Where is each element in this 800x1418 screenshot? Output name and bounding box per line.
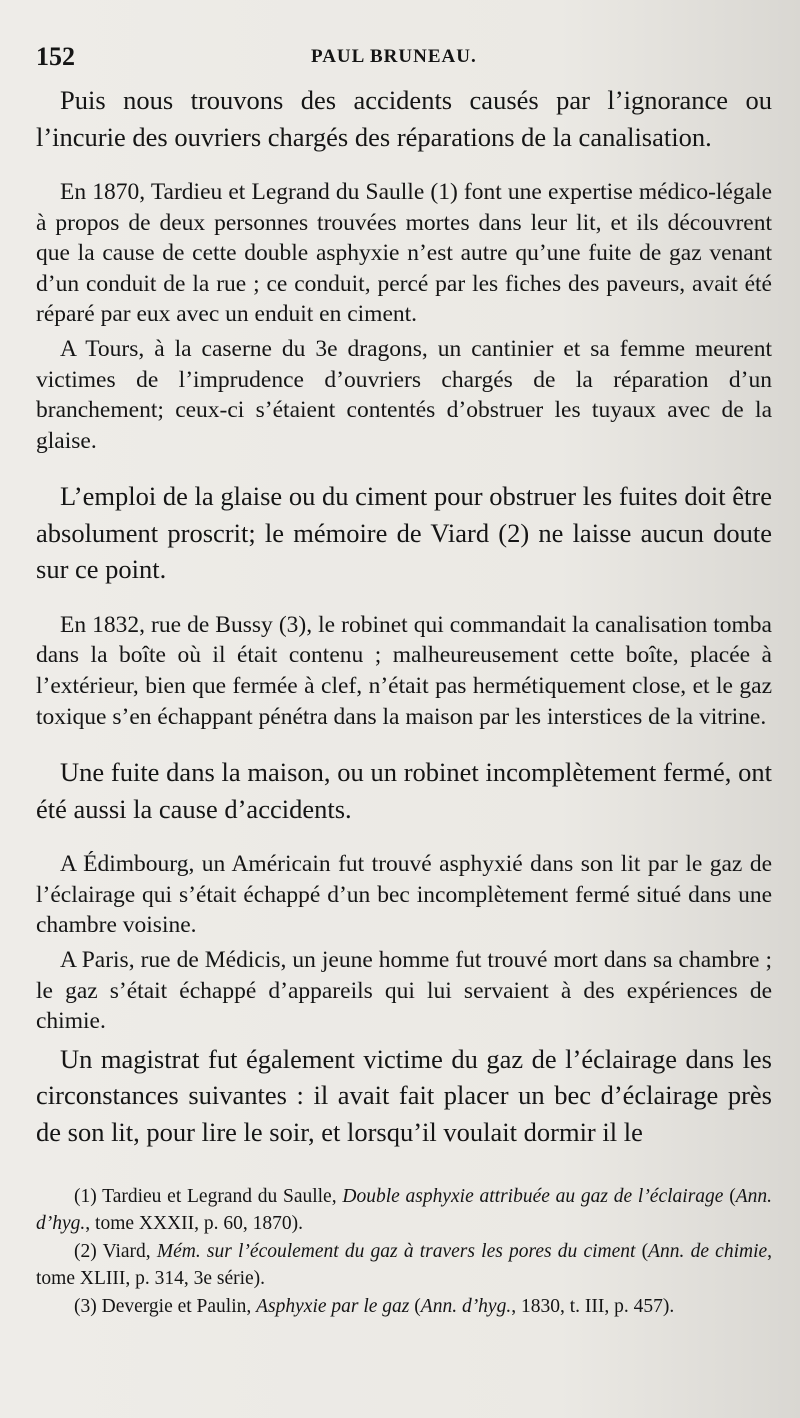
footnote xyxy=(36,1184,772,1237)
footnote-text: Tardieu et Legrand du Saulle, xyxy=(102,1186,337,1208)
paragraph: L’emploi de la glaise ou du ciment pour obstruer les fuites doit être absolument proscrit; le mémoire de Viard (2) ne laisse aucun doute sur ce point. xyxy=(36,481,772,585)
body-text xyxy=(36,82,772,1150)
footnote-number: (1) xyxy=(74,1186,97,1208)
paragraph: En 1832, rue de Bussy (3), le robinet qui commandait la canalisation tomba dans la boîte où il était contenu ; malheureusement cette boîte, placée à l’extérieur, bien que fermée à clef, n’était pas hermétiquement close, et le gaz toxique s’en échappant pénétra dans la maison par les interstices de la vitrine. xyxy=(36,611,772,730)
footnote-number: (2) xyxy=(74,1241,97,1263)
paragraph: Puis nous trouvons des accidents causés par l’ignorance ou l’incurie des ouvriers chargés des réparations de la canalisation. xyxy=(36,85,772,152)
footnote-journal: Ann. de chimie xyxy=(648,1241,768,1263)
footnote-title: Double asphyxie attribuée au gaz de l’éclairage xyxy=(342,1186,724,1208)
footnotes xyxy=(36,1184,772,1321)
footnote-ref: , tome XLIII, p. 314, 3e série). xyxy=(36,1241,773,1289)
paragraph: A Tours, à la caserne du 3e dragons, un cantinier et sa femme meurent victimes de l’imprudence d’ouvriers chargés de la réparation d’un branchement; ceux-ci s’étaient contentés d’obstruer les tuyaux avec de la glaise. xyxy=(36,335,772,454)
footnote-journal: Ann. d’hyg. xyxy=(36,1186,773,1234)
footnote-paren: ( xyxy=(729,1186,736,1208)
paragraph: En 1870, Tardieu et Legrand du Saulle (1) font une expertise médico-légale à propos de deux personnes trouvées mortes dans leur lit, et ils découvrent que la cause de cette double asphyxie n’est autre qu’une fuite de gaz venant d’un conduit de la rue ; ce conduit, percé par les fiches des paveurs, avait été réparé par eux avec un enduit en ciment. xyxy=(36,179,772,328)
page-number: 152 xyxy=(36,42,75,71)
footnote-text: Viard, xyxy=(102,1241,151,1263)
footnote xyxy=(36,1239,772,1292)
footnote-title: Asphyxie par le gaz xyxy=(256,1296,410,1318)
paragraph: A Paris, rue de Médicis, un jeune homme fut trouvé mort dans sa chambre ; le gaz s’était échappé d’appareils qui lui servaient à des expériences de chimie. xyxy=(36,947,772,1035)
footnote-number: (3) xyxy=(74,1296,97,1318)
paragraph: A Édimbourg, un Américain fut trouvé asphyxié dans son lit par le gaz de l’éclairage qui s’était échappé d’un bec incomplètement fermé situé dans une chambre voisine. xyxy=(36,851,772,939)
footnote xyxy=(36,1294,772,1321)
footnote-ref: , 1830, t. III, p. 457). xyxy=(511,1296,675,1318)
footnote-ref: , tome XXXII, p. 60, 1870). xyxy=(85,1212,303,1234)
paragraph: Un magistrat fut également victime du gaz de l’éclairage dans les circonstances suivantes : il avait fait placer un bec d’éclairage près de son lit, pour lire le soir, et lorsqu’il voulait dormir il le xyxy=(36,1043,772,1147)
footnote-journal: Ann. d’hyg. xyxy=(420,1296,512,1318)
footnote-title: Mém. sur l’écoulement du gaz à travers les pores du ciment xyxy=(156,1241,636,1263)
footnote-text: Devergie et Paulin, xyxy=(101,1296,252,1318)
footnote-paren: ( xyxy=(641,1241,649,1263)
page-header xyxy=(36,38,772,78)
footnote-paren: ( xyxy=(414,1296,421,1318)
paragraph: Une fuite dans la maison, ou un robinet incomplètement fermé, ont été aussi la cause d’accidents. xyxy=(36,757,772,824)
running-head: PAUL BRUNEAU. xyxy=(311,46,477,67)
